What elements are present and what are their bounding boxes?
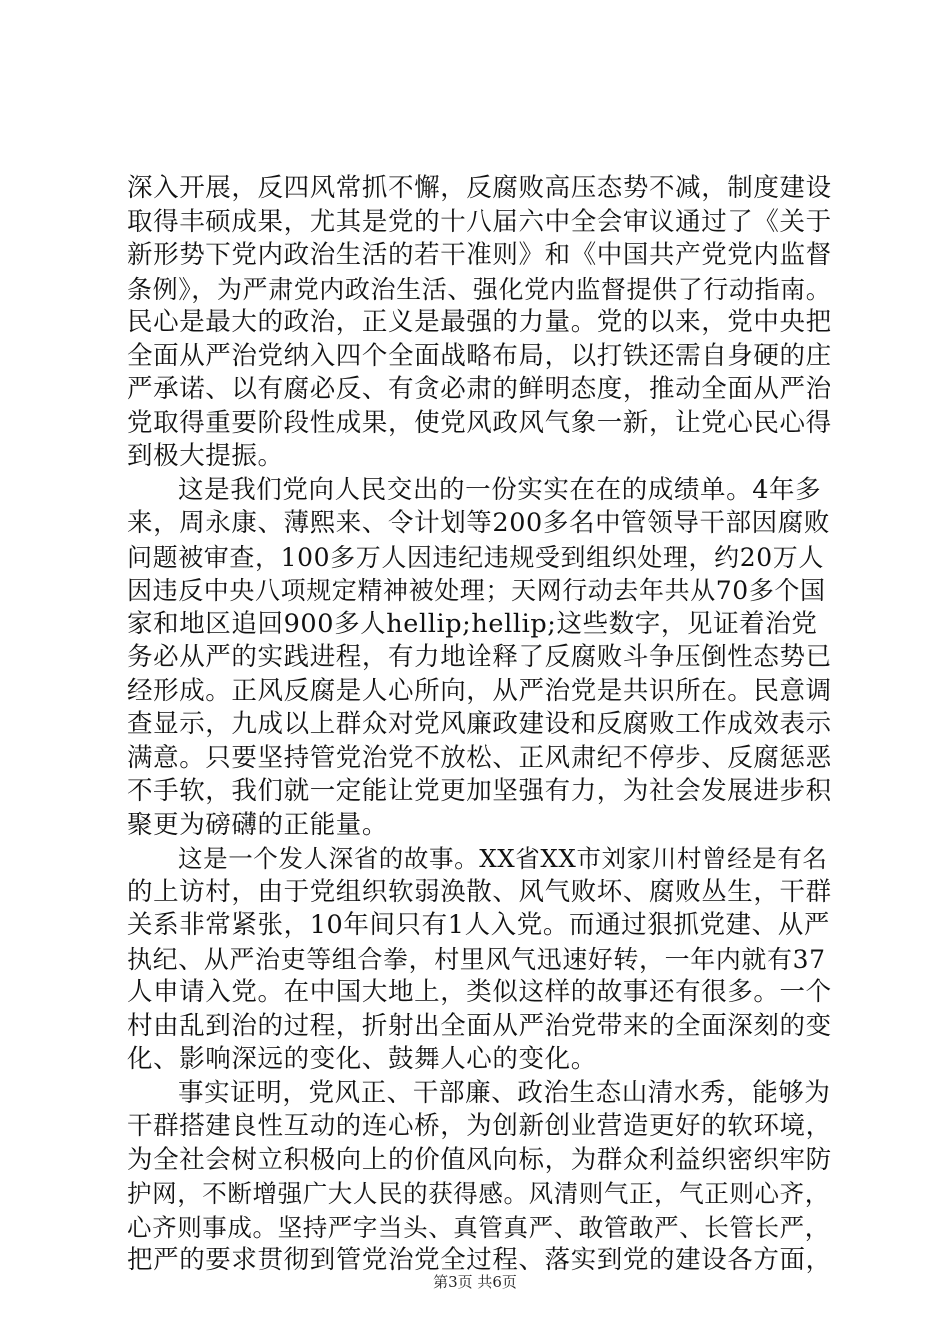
text-line: 聚更为磅礴的正能量。 bbox=[127, 809, 389, 840]
text-line: 心齐则事成。坚持严字当头、真管真严、敢管敢严、长管长严， bbox=[127, 1212, 830, 1242]
text-line: 村由乱到治的过程，折射出全面从严治党带来的全面深刻的变 bbox=[127, 1010, 832, 1041]
text-line: 干群搭建良性互动的连心桥，为创新创业营造更好的软环境， bbox=[127, 1111, 832, 1141]
text-line: 务必从严的实践进程，有力地诠释了反腐败斗争压倒性态势已 bbox=[127, 642, 832, 672]
text-line: 满意。只要坚持管党治党不放松、正风肃纪不停步、反腐惩恶 bbox=[127, 742, 832, 773]
text-line: 化、影响深远的变化、鼓舞人心的变化。 bbox=[127, 1044, 597, 1074]
text-line: 到极大提振。 bbox=[127, 441, 284, 471]
text-line: 深入开展，反四风常抓不懈，反腐败高压态势不减，制度建设 bbox=[127, 173, 832, 203]
text-line: 查显示，九成以上群众对党风廉政建设和反腐败工作成效表示 bbox=[127, 709, 832, 739]
paragraph-start-line: 事实证明，党风正、干部廉、政治生态山清水秀，能够为 bbox=[178, 1077, 831, 1108]
text-line: 经形成。正风反腐是人心所向，从严治党是共识所在。民意调 bbox=[127, 675, 832, 706]
text-line: 的上访村，由于党组织软弱涣散、风气败坏、腐败丛生，干群 bbox=[127, 876, 832, 907]
text-line: 党取得重要阶段性成果，使党风政风气象一新，让党心民心得 bbox=[127, 407, 832, 438]
text-line: 民心是最大的政治，正义是最强的力量。党的以来，党中央把 bbox=[127, 307, 832, 337]
page-number-footer: 第3页 共6页 bbox=[433, 1273, 517, 1291]
paragraph-start-line: 这是我们党向人民交出的一份实实在在的成绩单。4年多 bbox=[178, 474, 822, 505]
text-line: 把严的要求贯彻到管党治党全过程、落实到党的建设各方面， bbox=[127, 1245, 832, 1275]
text-line: 严承诺、以有腐必反、有贪必肃的鲜明态度，推动全面从严治 bbox=[127, 374, 832, 404]
text-line: 新形势下党内政治生活的若干准则》和《中国共产党党内监督 bbox=[127, 240, 832, 270]
paragraph-start-line: 这是一个发人深省的故事。XX省XX市刘家川村曾经是有名 bbox=[178, 844, 828, 873]
text-line: 家和地区追回900多人hellip;hellip;这些数字，见证着治党 bbox=[127, 608, 818, 639]
text-line: 条例》，为严肃党内政治生活、强化党内监督提供了行动指南。 bbox=[127, 274, 832, 304]
text-line: 执纪、从严治吏等组合拳，村里风气迅速好转，一年内就有37 bbox=[127, 944, 826, 974]
text-line: 因违反中央八项规定精神被处理；天网行动去年共从70多个国 bbox=[127, 576, 826, 605]
text-line: 来，周永康、薄熙来、令计划等200多名中管领导干部因腐败 bbox=[127, 508, 830, 538]
body-text bbox=[127, 172, 837, 1278]
text-line: 问题被审查，100多万人因违纪违规受到组织处理，约20万人 bbox=[127, 542, 824, 572]
text-line: 取得丰硕成果，尤其是党的十八届六中全会审议通过了《关于 bbox=[127, 206, 832, 237]
text-line: 不手软，我们就一定能让党更加坚强有力，为社会发展进步积 bbox=[127, 776, 832, 806]
text-line: 为全社会树立积极向上的价值风向标，为群众利益织密织牢防 bbox=[127, 1144, 832, 1175]
text-line: 人申请入党。在中国大地上，类似这样的故事还有很多。一个 bbox=[127, 977, 832, 1007]
text-line: 关系非常紧张，10年间只有1人入党。而通过狠抓党建、从严 bbox=[127, 910, 830, 940]
text-line: 护网，不断增强广大人民的获得感。风清则气正，气正则心齐， bbox=[127, 1179, 830, 1208]
text-line: 全面从严治党纳入四个全面战略布局，以打铁还需自身硬的庄 bbox=[127, 340, 832, 371]
